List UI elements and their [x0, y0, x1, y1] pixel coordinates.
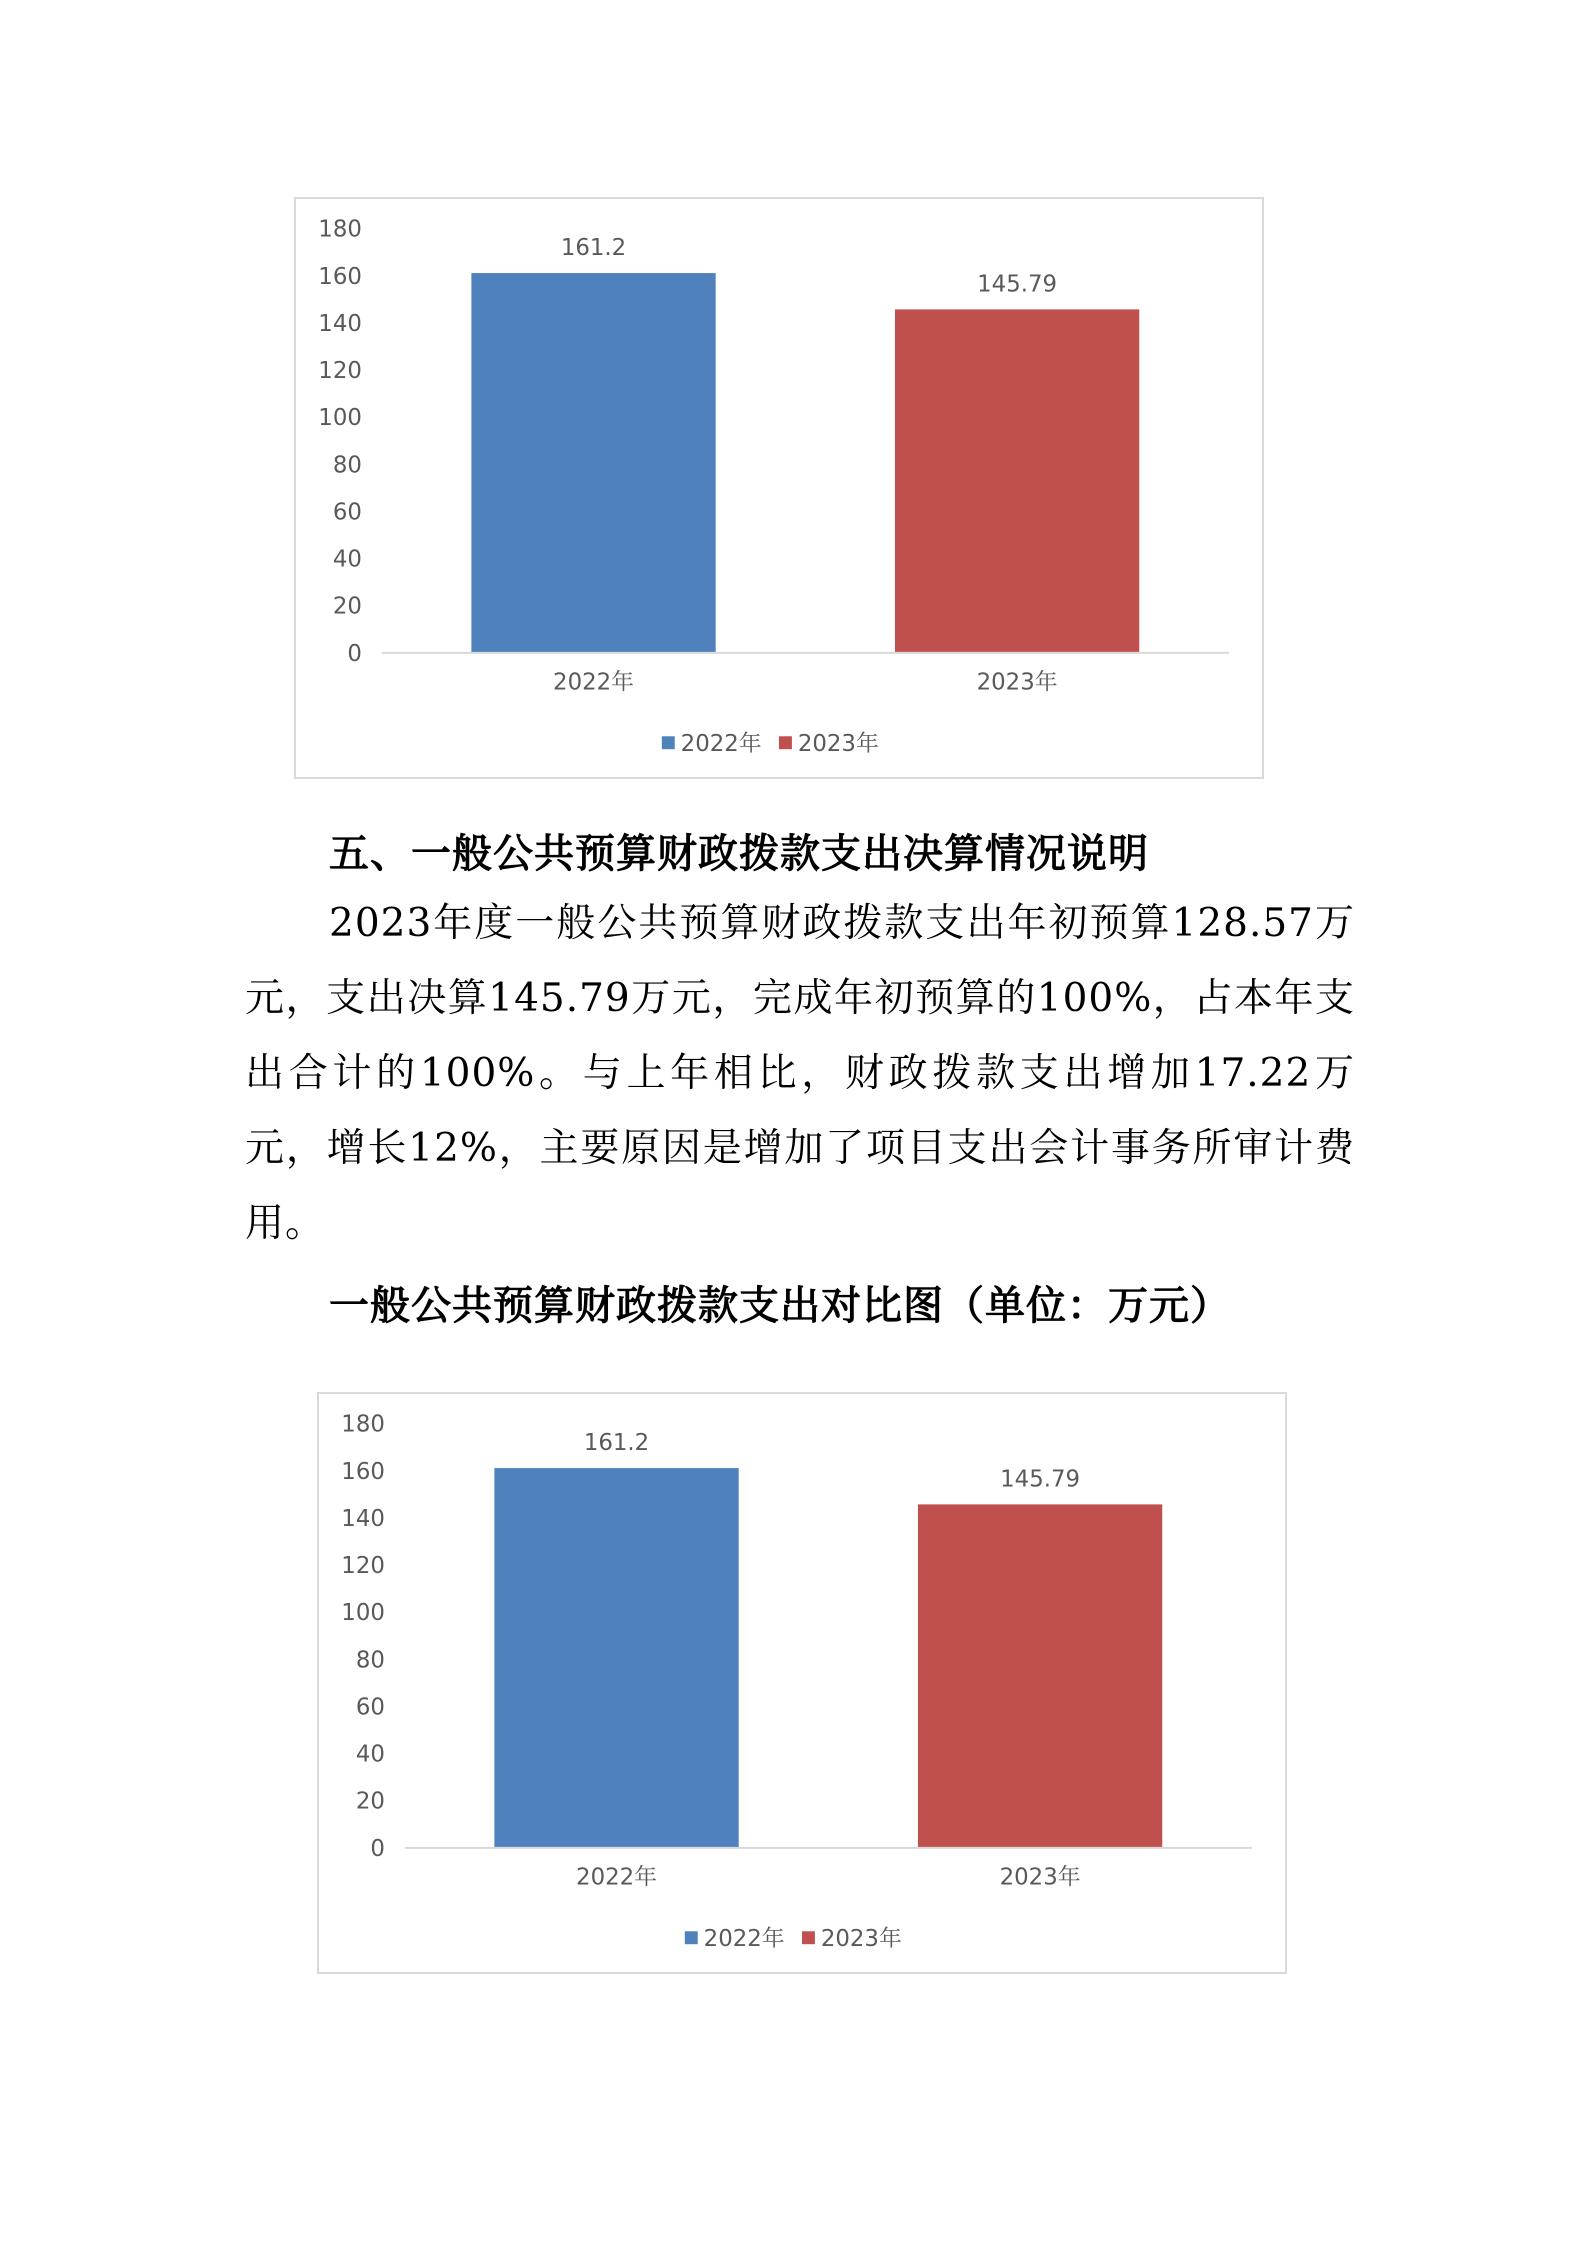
y-tick-label: 160	[341, 1458, 385, 1485]
data-label: 161.2	[560, 235, 627, 262]
y-tick-label: 100	[341, 1600, 385, 1627]
data-label: 145.79	[977, 271, 1058, 298]
x-category-label: 2022年	[553, 669, 635, 696]
bar-1	[494, 1468, 738, 1848]
data-label: 145.79	[1000, 1466, 1081, 1493]
y-tick-label: 100	[318, 405, 362, 432]
legend-label: 2023年	[820, 1926, 902, 1953]
bar-1	[471, 273, 715, 653]
y-tick-label: 80	[355, 1647, 385, 1674]
y-tick-label: 20	[355, 1788, 385, 1815]
y-tick-label: 180	[341, 1411, 385, 1438]
legend-swatch-2	[779, 736, 792, 749]
y-tick-label: 120	[318, 358, 362, 385]
y-tick-label: 0	[347, 640, 362, 667]
y-tick-label: 60	[332, 499, 362, 526]
legend-swatch-2	[802, 1931, 815, 1944]
chart-svg	[296, 199, 1262, 777]
legend-label: 2022年	[680, 731, 762, 758]
y-tick-label: 180	[318, 216, 362, 243]
legend-swatch-1	[662, 736, 675, 749]
y-tick-label: 140	[341, 1505, 385, 1532]
section-heading: 五、一般公共预算财政拨款支出决算情况说明	[329, 831, 1149, 877]
y-tick-label: 0	[370, 1835, 385, 1862]
y-tick-label: 120	[341, 1553, 385, 1580]
y-tick-label: 80	[332, 452, 362, 479]
legend-label: 2023年	[797, 731, 879, 758]
chart-svg	[319, 1394, 1285, 1972]
x-category-label: 2023年	[999, 1864, 1081, 1891]
data-label: 161.2	[583, 1430, 650, 1457]
bar-2	[918, 1504, 1162, 1847]
x-category-label: 2022年	[576, 1864, 658, 1891]
y-tick-label: 140	[318, 310, 362, 337]
y-tick-label: 20	[332, 593, 362, 620]
bar-2	[895, 309, 1139, 652]
legend-label: 2022年	[703, 1926, 785, 1953]
section-paragraph: 2023年度一般公共预算财政拨款支出年初预算128.57万元，支出决算145.79万元，完成年初预算的100%，占本年支出合计的100%。与上年相比，财政拨款支出增加17.22万元，增长12%，主要原因是增加了项目支出会计事务所审计费用。	[245, 901, 1355, 1246]
legend-swatch-1	[685, 1931, 698, 1944]
y-tick-label: 160	[318, 263, 362, 290]
chart-caption: 一般公共预算财政拨款支出对比图（单位：万元）	[329, 1283, 1231, 1329]
x-category-label: 2023年	[976, 669, 1058, 696]
expenditure-bar-chart-bottom	[317, 1392, 1287, 1974]
expenditure-bar-chart-top	[294, 197, 1264, 779]
y-tick-label: 40	[355, 1741, 385, 1768]
y-tick-label: 60	[355, 1694, 385, 1721]
y-tick-label: 40	[332, 546, 362, 573]
